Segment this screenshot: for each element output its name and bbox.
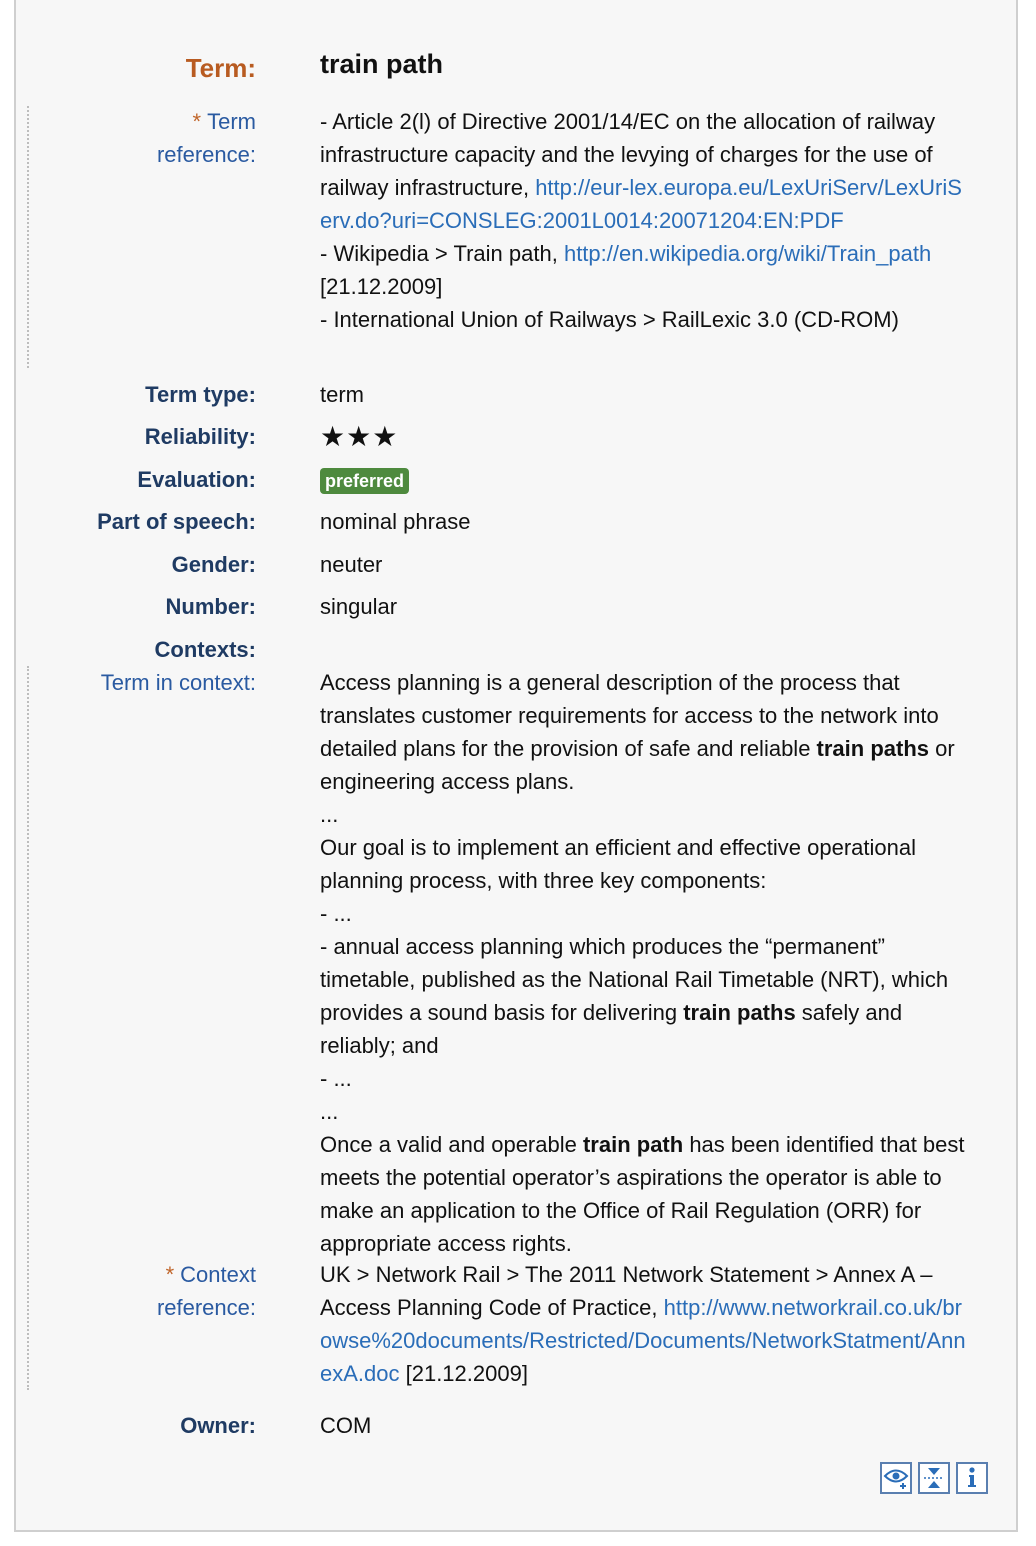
part-of-speech-value: nominal phrase	[320, 509, 471, 534]
context-ellipsis-1: ...	[320, 802, 339, 827]
context-reference-date: [21.12.2009]	[399, 1361, 528, 1386]
part-of-speech-label: Part of speech:	[97, 509, 256, 534]
term-reference-2-link[interactable]: http://en.wikipedia.org/wiki/Train_path	[563, 241, 932, 266]
reliability-label: Reliability:	[144, 424, 256, 449]
context-reference-value	[320, 1258, 970, 1390]
term-reference-3-text: - International Union of Railways > RailLexic 3.0 (CD-ROM)	[320, 307, 899, 332]
term-type-label: Term type:	[145, 382, 256, 407]
term-reference-1-link[interactable]: http://eur-lex.europa.eu/LexUriServ/LexUriServ.do?uri=CONSLEG:2001L0014:20071204:EN:PDF	[320, 175, 962, 233]
term-reference-2-text: - Wikipedia > Train path,	[320, 241, 564, 266]
contexts-label: Contexts:	[154, 637, 256, 662]
expand-collapse-button[interactable]	[918, 1462, 950, 1494]
context-paragraph-2: Our goal is to implement an efficient and effective operational planning process, with three key components:	[320, 835, 916, 893]
info-icon	[960, 1465, 984, 1491]
term-reference-rule	[27, 106, 29, 368]
context-paragraph-1: Access planning is a general description of the process that translates customer requirements for access to the network into detailed plans for the provision of safe and reliable train paths or engineering access plans.	[320, 670, 955, 794]
owner-label: Owner:	[180, 1413, 256, 1438]
term-in-context-value	[320, 666, 970, 1260]
preferred-badge: preferred	[320, 468, 409, 494]
view-icon	[883, 1466, 909, 1490]
context-reference-text: UK > Network Rail > The 2011 Network Statement > Annex A – Access Planning Code of Practice,	[320, 1262, 933, 1320]
context-ellipsis-2: ...	[320, 1099, 339, 1124]
term-reference-label: * Term reference:	[156, 109, 256, 167]
number-label: Number:	[165, 594, 256, 619]
term-reference-2-date: [21.12.2009]	[320, 274, 443, 299]
context-paragraph-3: - annual access planning which produces the “permanent” timetable, published as the National Rail Timetable (NRT), which provides a sound basis for delivering train paths safely and reliably; and	[320, 934, 949, 1058]
context-paragraph-4: Once a valid and operable train path has been identified that best meets the potential operator’s aspirations the operator is able to make an application to the Office of Rail Regulation (ORR) for appropriate access rights.	[320, 1132, 965, 1256]
context-dash-2: - ...	[320, 1066, 352, 1091]
evaluation-value	[320, 463, 970, 496]
gender-value: neuter	[320, 552, 383, 577]
context-reference-label: * Context reference:	[156, 1262, 256, 1320]
context-reference-link[interactable]: http://www.networkrail.co.uk/browse%20documents/Restricted/Documents/NetworkStatment/AnnexA.doc	[320, 1295, 966, 1386]
term-label: Term:	[185, 53, 256, 83]
term-in-context-label: Term in context:	[100, 670, 256, 695]
term-entry-panel	[14, 0, 1018, 1532]
gender-label: Gender:	[171, 552, 256, 577]
view-button[interactable]	[880, 1462, 912, 1494]
term-value: train path	[320, 49, 444, 79]
info-button[interactable]	[956, 1462, 988, 1494]
evaluation-label: Evaluation:	[137, 467, 256, 492]
term-reference-value	[320, 105, 970, 336]
reliability-stars: ★★★	[320, 421, 399, 452]
number-value: singular	[320, 594, 398, 619]
required-star: *	[165, 1262, 175, 1287]
entry-actions	[880, 1462, 988, 1494]
owner-value: COM	[320, 1413, 372, 1438]
context-rule	[27, 666, 29, 1390]
term-reference-1-text: - Article 2(l) of Directive 2001/14/EC on the allocation of railway infrastructure capacity and the levying of charges for the use of railway infrastructure,	[320, 109, 936, 200]
expand-collapse-icon	[921, 1465, 947, 1491]
term-type-value: term	[320, 382, 364, 407]
context-dash-1: - ...	[320, 901, 352, 926]
required-star: *	[192, 109, 202, 134]
